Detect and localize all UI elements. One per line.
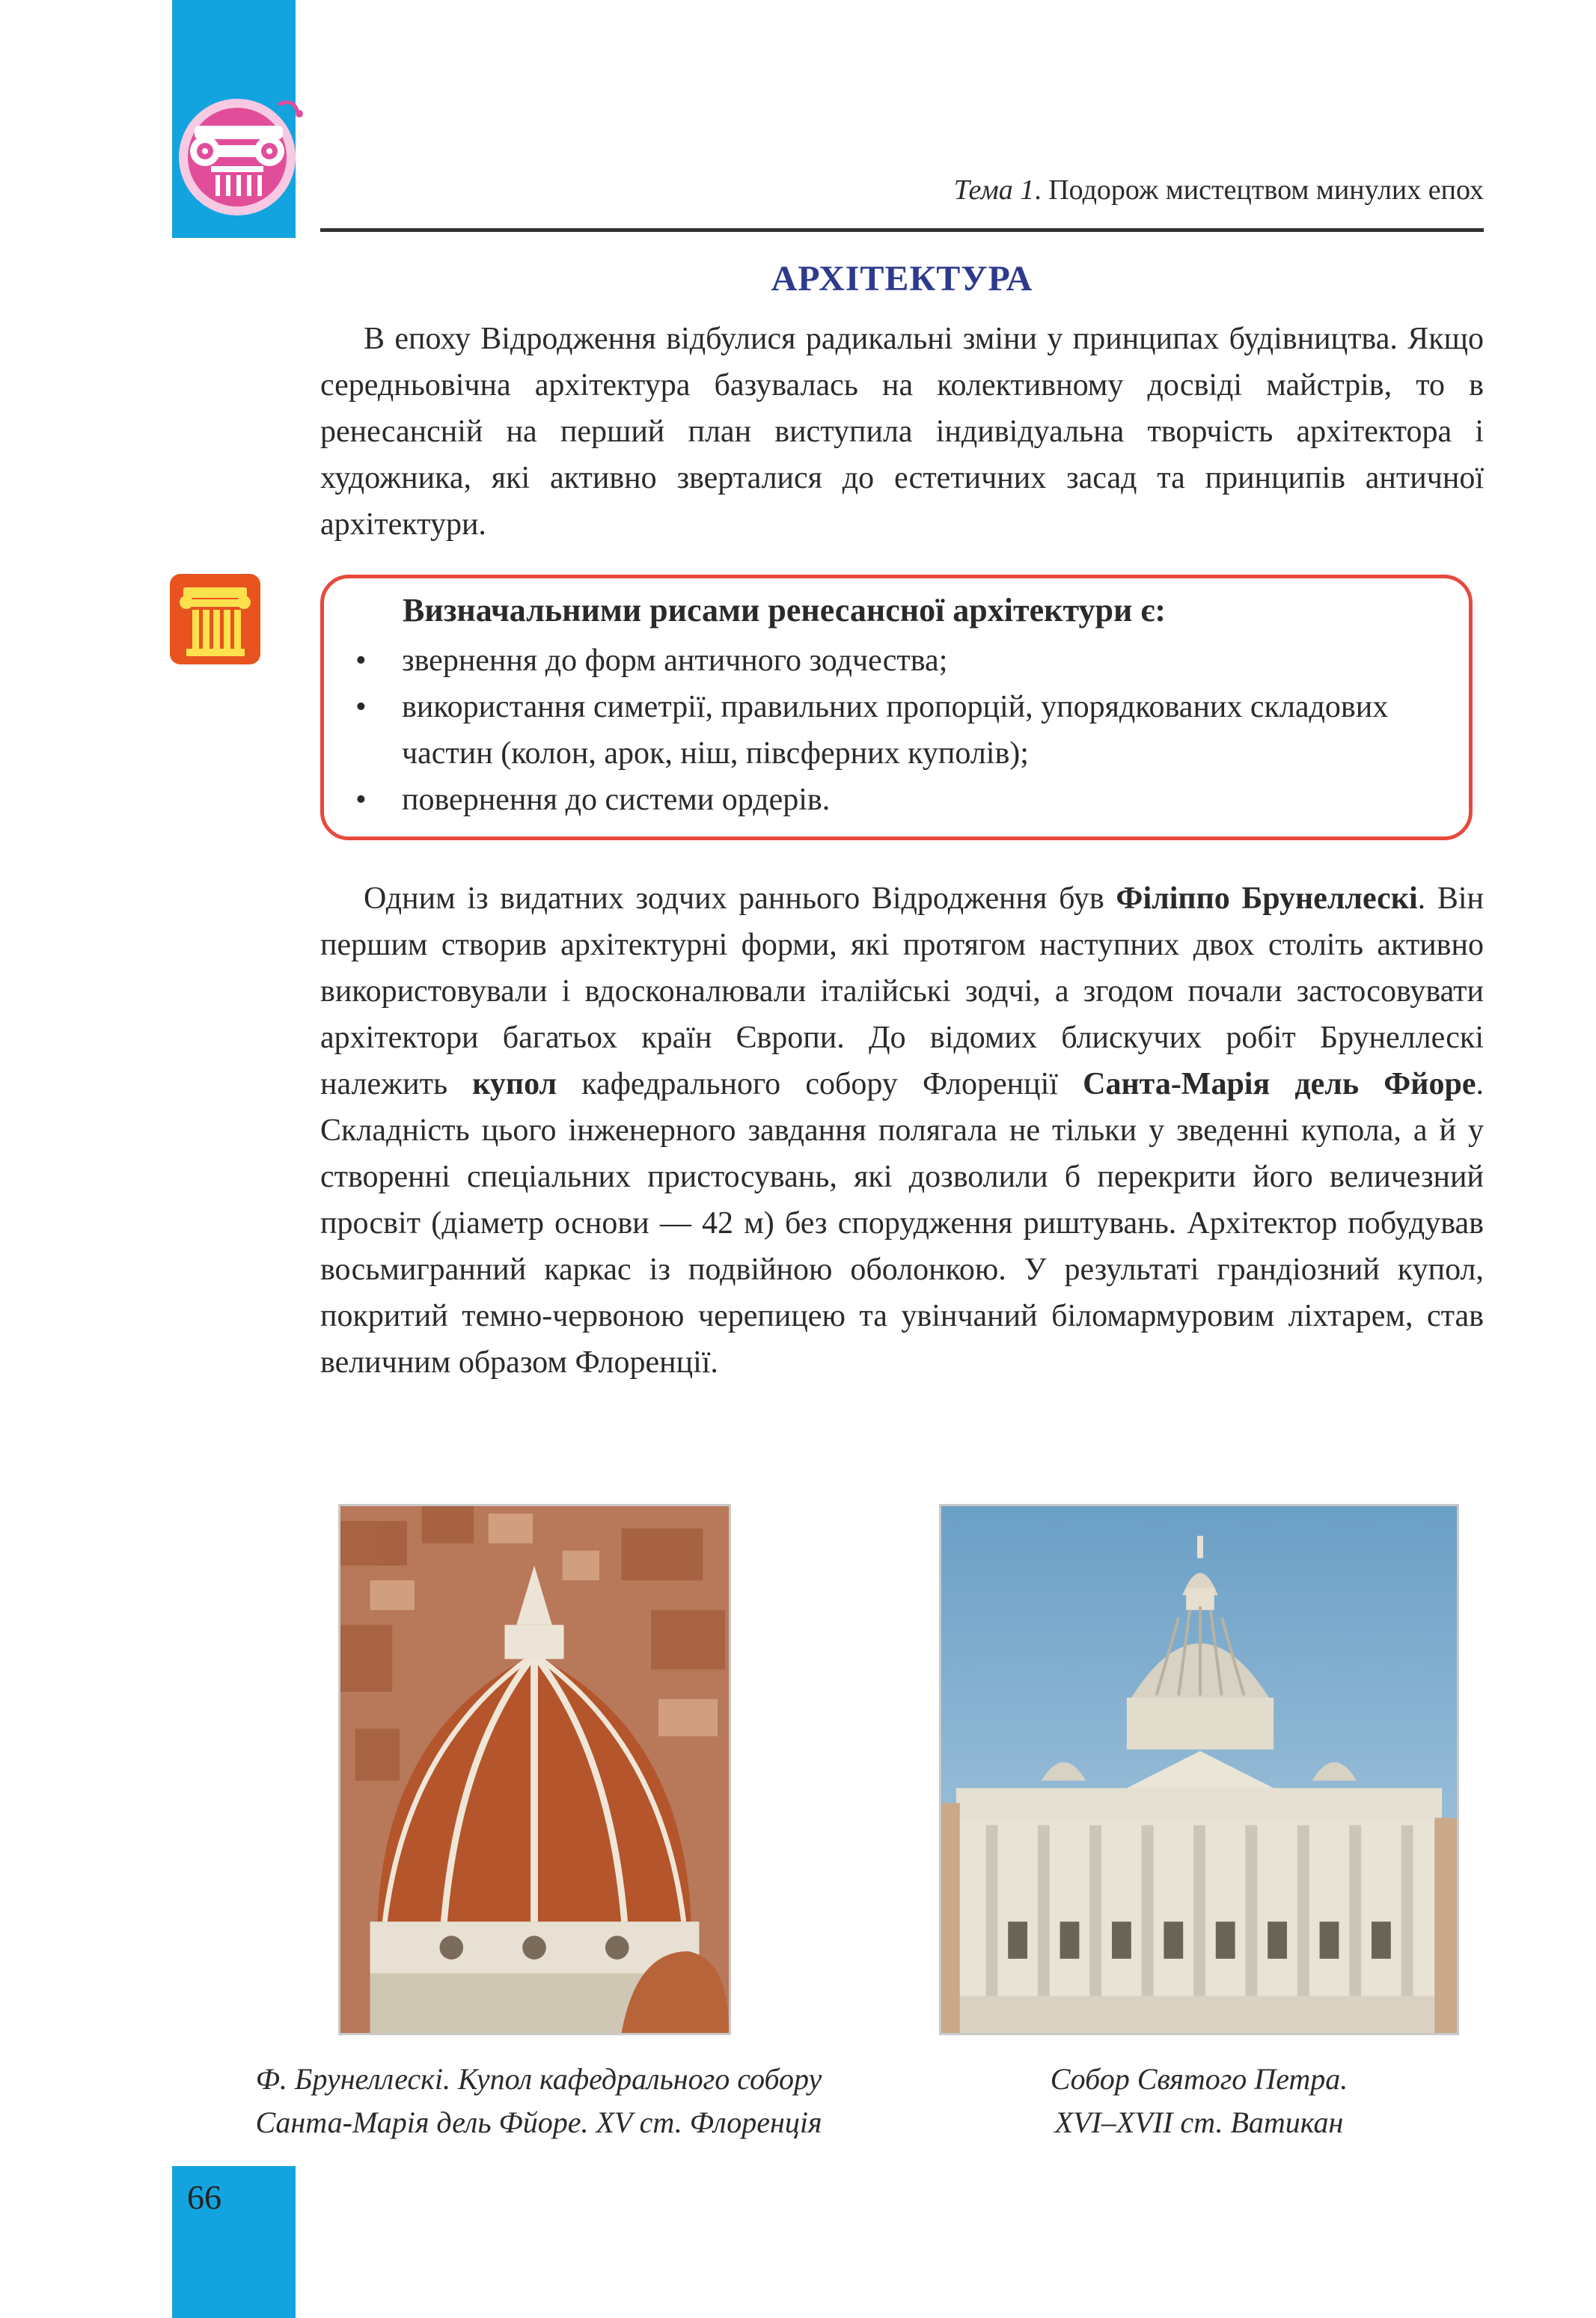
dome-term: купол [472,1067,557,1101]
bullet: • [355,783,367,817]
list-item: • повернення до системи ордерів. [355,777,1455,823]
figure-caption: Собор Святого Петра. XVI–XVII ст. Ватикан [1050,2062,1348,2139]
key-features-heading: Визначальними рисами ренесансної архітектури є: [403,592,1167,629]
ionic-capital-logo-icon [166,82,308,224]
bullet: • [355,643,367,678]
florence-dome-photo [338,1504,731,2035]
st-peters-basilica-photo [939,1504,1459,2035]
running-header [954,174,1484,207]
list-item: • звернення до форм античного зодчества; [355,637,1455,684]
column-icon [168,572,262,666]
key-features-list [355,637,1455,823]
cathedral-name: Санта-Марія дель Фйоре [1083,1067,1476,1101]
header-rule [320,228,1484,232]
topic-label: Тема 1 [953,174,1035,206]
bullet: • [355,690,367,724]
figure-caption: Ф. Брунеллескі. Купол кафедрального собору Санта-Марія дель Фйоре. XV ст. Флоренція [255,2062,822,2139]
brunelleschi-paragraph: Одним із видатних зодчих раннього Відродження був Філіппо Брунеллескі. Він першим створив архітектурні форми, які протягом наступних двох століть активно використовували і вдосконалювали італійські зодчі, а згодом почали застосовувати архітектори багатьох країн Європи. До відомих блискучих робіт Брунеллескі належить купол кафедрального собору Флоренції Санта-Марія дель Фйоре. Складність цього інженерного завдання полягала не тільки у зведенні купола, а й у створенні спеціальних пристосувань, які дозволили б перекрити його величезний просвіт (діаметр основи — 42 м) без спорудження риштувань. Архітектор побудував восьмигранний каркас із подвійною оболонкою. У результаті грандіозний купол, покритий темно-червоною черепицею та увінчаний біломармуровим ліхтарем, став величним образом Флоренції. [320,881,1484,1380]
list-item: • використання симетрії, правильних пропорцій, упорядкованих складових частин (колон, арок, ніш, півсферних куполів); [355,684,1455,777]
section-title: АРХІТЕКТУРА [771,259,1033,299]
intro-paragraph: В епоху Відродження відбулися радикальні зміни у принципах будівництва. Якщо середньовічна архітектура базувалась на колективному досвіді майстрів, то в ренесансній на перший план виступила індивідуальна творчість архітектора і художника, які активно зверталися до естетичних засад та принципів античної архітектури. [320,322,1484,542]
page-number: 66 [187,2178,221,2216]
architect-name: Філіппо Брунеллескі [1116,881,1418,916]
topic-title: . Подорож мистецтвом минулих епох [1034,174,1484,206]
